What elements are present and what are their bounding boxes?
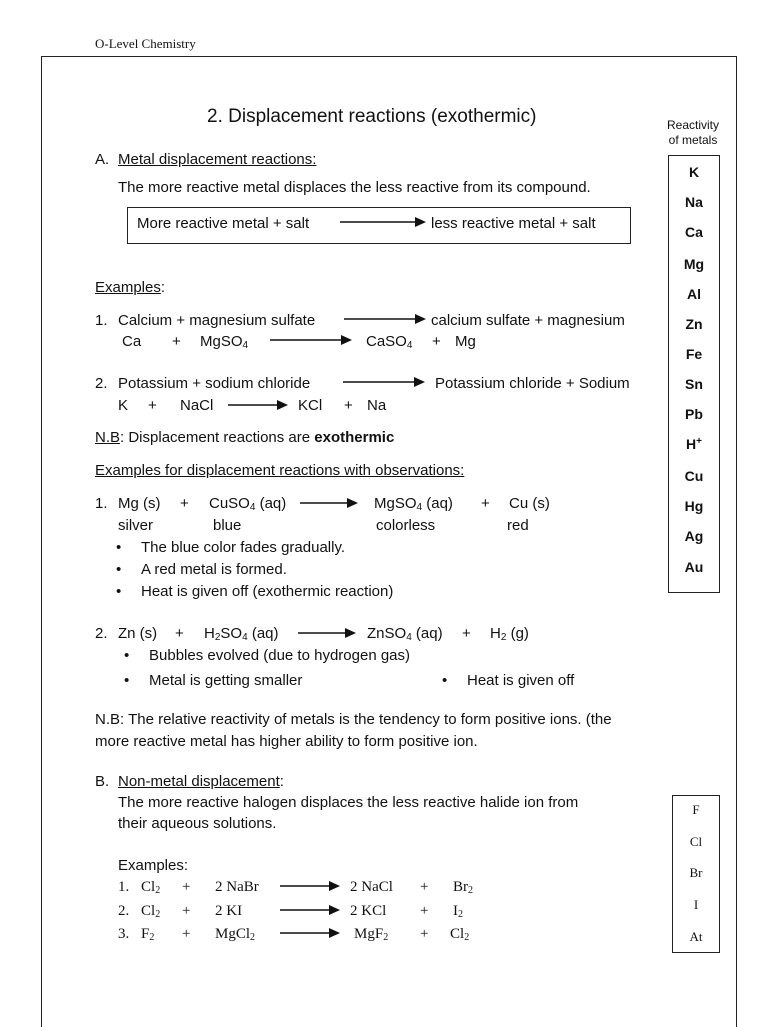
halogen-eq-num: 2.	[118, 903, 130, 919]
obs1-bullet: • The blue color fades gradually.	[141, 539, 345, 557]
arrow-icon	[270, 334, 352, 346]
page-title: 2. Displacement reactions (exothermic)	[207, 106, 537, 127]
metal-item: Ag	[684, 528, 704, 544]
ex1-words-right: calcium sulfate + magnesium	[431, 312, 625, 329]
general-eq-right: less reactive metal + salt	[431, 215, 596, 232]
halogen-eq-plus: +	[182, 903, 191, 919]
obs2-h2so4: $H_2SO_4$ (aq)	[204, 625, 279, 643]
obs1-bullet: • Heat is given off (exothermic reaction)	[141, 583, 393, 601]
ex2-na: Na	[367, 397, 387, 414]
halogen-eq-plus: +	[420, 926, 429, 942]
ex2-words-right: Potassium chloride + Sodium	[435, 375, 630, 392]
ex1-plus: +	[432, 333, 441, 350]
reactivity-series-box	[668, 155, 720, 593]
metal-item: Fe	[685, 346, 703, 362]
halogen-eq-salt: MgCl$_2$	[215, 926, 256, 943]
ex1-words-left: Calcium + magnesium sulfate	[118, 312, 316, 329]
halogen-eq-plus: +	[420, 903, 429, 919]
general-eq-left: More reactive metal + salt	[137, 215, 310, 232]
halogen-item: I	[693, 897, 699, 912]
arrow-icon	[300, 497, 358, 509]
metal-item: Ca	[685, 224, 703, 240]
ex2-plus: +	[344, 397, 353, 414]
metal-item: Al	[687, 286, 701, 302]
halogen-series-box	[672, 795, 720, 953]
halogen-eq-salt: 2 NaBr	[215, 879, 259, 895]
ex2-nacl: NaCl	[180, 397, 214, 414]
halogen-eq-plus: +	[182, 879, 191, 895]
obs2-bullet: • Metal is getting smaller	[149, 672, 302, 690]
section-b-line2: their aqueous solutions.	[118, 815, 277, 832]
page-header: O-Level Chemistry	[95, 36, 196, 51]
ex2-plus: +	[148, 397, 157, 414]
metal-item: Zn	[685, 316, 703, 332]
arrow-icon	[228, 399, 288, 411]
examples-label: Examples:	[95, 279, 166, 296]
nb-exothermic: N.B: Displacement reactions are exothermic	[95, 429, 395, 446]
arrow-icon	[340, 216, 426, 228]
obs1-color-red: red	[507, 517, 529, 534]
section-b-examples: Examples:	[118, 857, 189, 874]
obs1-color-colorless: colorless	[376, 517, 436, 534]
halogen-eq-product: MgF$_2$	[354, 926, 389, 943]
metal-item-hydrogen: H+	[686, 436, 702, 452]
obs1-cuso4: CuSO$_4$ (aq)	[209, 495, 287, 513]
obs2-h2: $H_2$ (g)	[490, 625, 529, 643]
observations-heading: Examples for displacement reactions with observations:	[95, 462, 465, 479]
obs1-mgso4: MgSO$_4$ (aq)	[374, 495, 453, 513]
metal-item: Pb	[685, 406, 703, 422]
halogen-eq-reactant: $F_2$	[141, 926, 155, 943]
ex1-caso4: CaSO$_4$	[366, 333, 413, 351]
obs1-color-blue: blue	[213, 517, 242, 534]
ex1-ca: Ca	[122, 333, 142, 350]
arrow-icon	[298, 627, 356, 639]
halogen-item: F	[692, 802, 700, 817]
halogen-eq-product: 2 NaCl	[350, 879, 393, 895]
arrow-icon	[343, 376, 425, 388]
ex2-num: 2.	[95, 375, 108, 392]
metal-item: Au	[684, 559, 704, 575]
obs1-plus: +	[481, 495, 490, 512]
halogen-item: Br	[689, 865, 703, 880]
section-b-heading: Non-metal displacement:	[118, 773, 284, 790]
ex2-words-left: Potassium + sodium chloride	[118, 375, 311, 392]
reactivity-title: Reactivity of metals	[666, 118, 719, 147]
obs2-zn: Zn (s)	[118, 625, 158, 642]
obs2-plus: +	[175, 625, 184, 642]
section-b-line1: The more reactive halogen displaces the less reactive halide ion from	[118, 794, 579, 811]
metal-item: Na	[685, 194, 703, 210]
metal-item: K	[688, 164, 700, 180]
metal-item: Hg	[684, 498, 704, 514]
nb-reactivity-line2: more reactive metal has higher ability to form positive ion.	[95, 733, 478, 750]
halogen-eq-plus: +	[420, 879, 429, 895]
obs2-plus: +	[462, 625, 471, 642]
halogen-eq-halogen: $Cl_2$	[450, 926, 470, 943]
ex1-plus: +	[172, 333, 181, 350]
halogen-eq-halogen: $Br_2$	[453, 879, 473, 896]
arrow-icon	[280, 880, 340, 892]
obs2-bullet: • Heat is given off	[467, 672, 574, 690]
obs1-num: 1.	[95, 495, 108, 512]
obs1-mg: Mg (s)	[118, 495, 161, 512]
ex1-num: 1.	[95, 312, 108, 329]
section-a-label: A.	[95, 151, 110, 168]
obs1-plus: +	[180, 495, 189, 512]
halogen-eq-num: 1.	[118, 879, 130, 895]
metal-item: Cu	[684, 468, 704, 484]
obs1-bullet: • A red metal is formed.	[141, 561, 287, 579]
halogen-eq-reactant: $Cl_2$	[141, 879, 161, 896]
arrow-icon	[280, 904, 340, 916]
halogen-item: At	[689, 929, 703, 944]
halogen-item: Cl	[689, 834, 703, 849]
halogen-eq-reactant: $Cl_2$	[141, 903, 161, 920]
obs2-znso4: ZnSO$_4$ (aq)	[367, 625, 443, 643]
ex1-mgso4: MgSO$_4$	[200, 333, 249, 351]
metal-item: Mg	[683, 256, 705, 272]
halogen-eq-halogen: $I_2$	[453, 903, 463, 920]
arrow-icon	[280, 927, 340, 939]
halogen-eq-num: 3.	[118, 926, 130, 942]
section-b-label: B.	[95, 773, 110, 790]
metal-item: Sn	[685, 376, 703, 392]
halogen-eq-product: 2 KCl	[350, 903, 387, 919]
halogen-eq-plus: +	[182, 926, 191, 942]
section-a-intro: The more reactive metal displaces the less reactive from its compound.	[118, 179, 591, 196]
ex2-kcl: KCl	[298, 397, 323, 414]
obs1-color-silver: silver	[118, 517, 154, 534]
ex1-mg: Mg	[455, 333, 476, 350]
ex2-k: K	[118, 397, 129, 414]
obs1-cu: Cu (s)	[509, 495, 550, 512]
arrow-icon	[344, 313, 426, 325]
obs2-num: 2.	[95, 625, 108, 642]
nb-reactivity-line1: N.B: The relative reactivity of metals is the tendency to form positive ions. (the	[95, 711, 612, 728]
halogen-eq-salt: 2 KI	[215, 903, 243, 919]
section-a-heading: Metal displacement reactions:	[118, 151, 317, 168]
obs2-bullet: • Bubbles evolved (due to hydrogen gas)	[149, 647, 410, 665]
